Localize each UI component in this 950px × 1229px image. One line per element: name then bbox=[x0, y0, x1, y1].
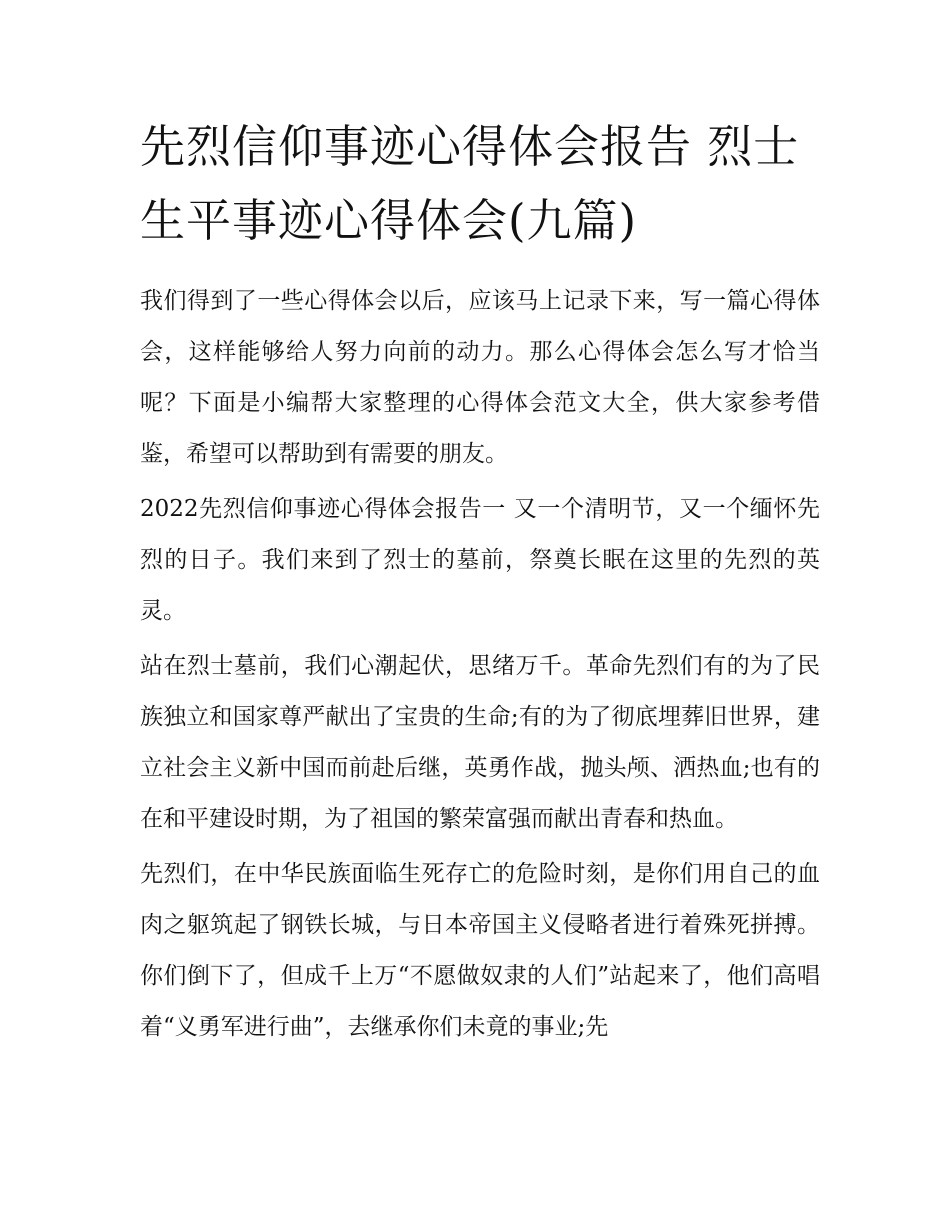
paragraph-intro: 我们得到了一些心得体会以后，应该马上记录下来，写一篇心得体会，这样能够给人努力向前的动力。那么心得体会怎么写才恰当呢？下面是小编帮大家整理的心得体会范文大全，供大家参考借鉴，希望可以帮助到有需要的朋友。 bbox=[140, 288, 820, 467]
paragraph-martyrs-tomb: 站在烈士墓前，我们心潮起伏，思绪万千。革命先烈们有的为了民族独立和国家尊严献出了宝贵的生命;有的为了彻底埋葬旧世界，建立社会主义新中国而前赴后继，英勇作战，抛头颅、洒热血;也有的在和平建设时期，为了祖国的繁荣富强而献出青春和热血。 bbox=[140, 653, 820, 832]
paragraph-report-one: 2022先烈信仰事迹心得体会报告一 又一个清明节，又一个缅怀先烈的日子。我们来到了烈士的墓前，祭奠长眠在这里的先烈的英灵。 bbox=[140, 496, 820, 624]
paragraph-martyrs-sacrifice: 先烈们，在中华民族面临生死存亡的危险时刻，是你们用自己的血肉之躯筑起了钢铁长城，与日本帝国主义侵略者进行着殊死拼搏。你们倒下了，但成千上万“不愿做奴隶的人们”站起来了，他们高唱着“义勇军进行曲”，去继承你们未竟的事业;先 bbox=[140, 861, 820, 1040]
document-body bbox=[140, 276, 820, 1057]
document-title: 先烈信仰事迹心得体会报告 烈士生平事迹心得体会(九篇) bbox=[140, 120, 800, 247]
